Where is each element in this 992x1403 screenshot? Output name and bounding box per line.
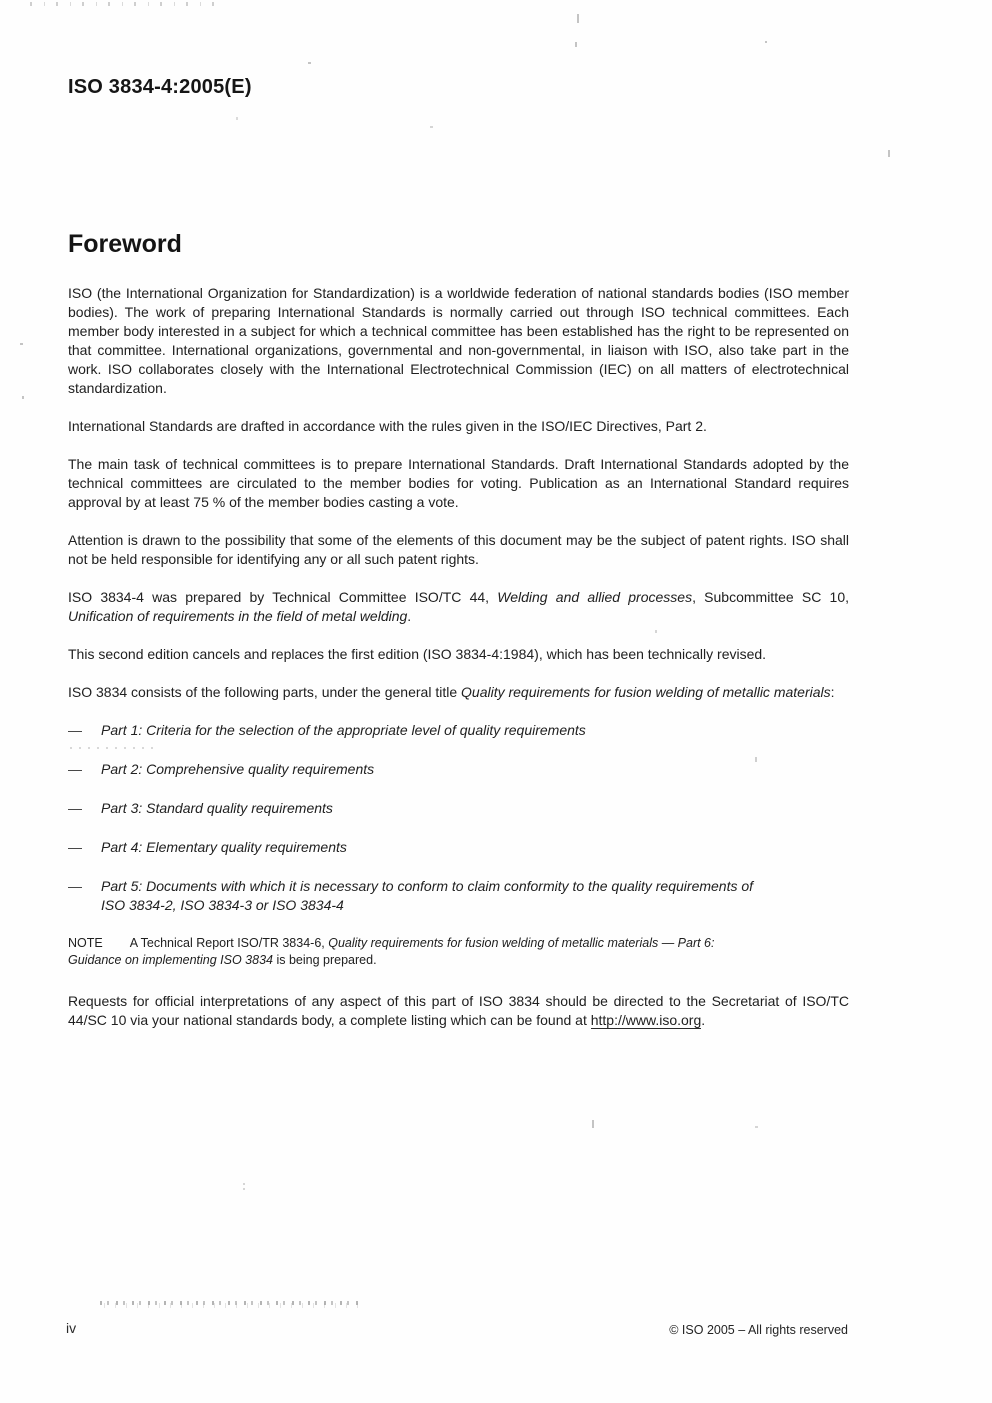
series-title: Quality requirements for fusion welding of metallic materials: [461, 684, 831, 700]
foreword-paragraph-6: This second edition cancels and replaces the first edition (ISO 3834-4:1984), which has been technically revised.: [68, 646, 767, 662]
paragraph-text: .: [407, 608, 412, 624]
scan-speck: [22, 396, 24, 399]
list-item-part-5: [68, 877, 849, 915]
subcommittee-name: Unification of requirements in the field of metal welding: [68, 608, 408, 624]
paragraph-text: :: [830, 684, 835, 700]
note-paragraph: [68, 935, 849, 969]
foreword-paragraph-5: [68, 588, 849, 626]
foreword-section: [68, 230, 849, 1030]
paragraph-text: ISO 3834-4 was prepared by Technical Committee ISO/TC 44,: [68, 589, 498, 605]
part-title: Part 1: Criteria for the selection of the appropriate level of quality requirements: [101, 722, 586, 738]
scan-speck: [577, 14, 579, 23]
iso-website-link[interactable]: http://www.iso.org: [590, 1012, 702, 1028]
part-title: Part 4: Elementary quality requirements: [101, 839, 347, 855]
scan-smudge-text: [100, 1300, 358, 1308]
foreword-paragraph-7: [68, 683, 849, 702]
scan-speck: [430, 126, 433, 128]
note-text: is being prepared.: [273, 953, 377, 967]
dash-marker: —: [68, 878, 82, 894]
paragraph-text: Requests for official interpretations of any aspect of this part of ISO 3834 should be directed to the Secretariat of ISO/TC 44/SC 10 via your national standards body, a complete listing which can be found at: [68, 993, 849, 1028]
scan-speck: [888, 150, 890, 157]
page-title: Foreword: [68, 230, 182, 258]
note-text: A Technical Report ISO/TR 3834-6,: [129, 936, 329, 950]
paragraph-text: ISO 3834 consists of the following parts, under the general title: [68, 684, 462, 700]
part-title: Part 2: Comprehensive quality requirements: [101, 761, 375, 777]
list-item-part-1: [68, 721, 849, 740]
paragraph-text: , Subcommittee SC 10,: [692, 589, 849, 605]
foreword-paragraph-1: ISO (the International Organization for Standardization) is a worldwide federation of national standards bodies (ISO member bodies). The work of preparing International Standards is normally carried out through ISO technical committees. Each member body interested in a subject for which a technical committee has been established has the right to be represented on that committee. International organizations, governmental and non-governmental, in liaison with ISO, also take part in the work. ISO collaborates closely with the International Electrotechnical Commission (IEC) on all matters of electrotechnical standardization.: [68, 285, 849, 396]
scan-noise-strip: [30, 2, 225, 6]
technical-report-title-continued: Guidance on implementing ISO 3834: [68, 953, 273, 967]
list-item-part-2: [68, 760, 849, 779]
technical-report-title: Quality requirements for fusion welding of metallic materials — Part 6:: [328, 936, 715, 950]
scan-speck: [308, 62, 311, 64]
part-title-continued: ISO 3834-2, ISO 3834-3 or ISO 3834-4: [101, 897, 344, 913]
list-item-part-3: [68, 799, 849, 818]
dash-marker: —: [68, 722, 82, 738]
note-label: NOTE: [68, 936, 103, 950]
list-item-part-4: [68, 838, 849, 857]
requests-paragraph: [68, 992, 849, 1030]
scan-speck: [243, 1183, 245, 1190]
part-title: Part 3: Standard quality requirements: [101, 800, 333, 816]
dash-marker: —: [68, 761, 82, 777]
foreword-paragraph-3: The main task of technical committees is to prepare International Standards. Draft International Standards adopted by the technical committees are circulated to the member bodies for voting. Publication as an International Standard requires approval by at least 75 % of the member bodies casting a vote.: [68, 456, 849, 510]
scan-speck: [236, 117, 238, 120]
scan-speck: [575, 42, 577, 47]
foreword-paragraph-2: International Standards are drafted in accordance with the rules given in the ISO/IEC Directives, Part 2.: [68, 418, 707, 434]
paragraph-text: .: [701, 1012, 706, 1028]
committee-name: Welding and allied processes: [497, 589, 693, 605]
dash-marker: —: [68, 800, 82, 816]
copyright-notice: © ISO 2005 – All rights reserved: [669, 1323, 848, 1337]
page-number: iv: [66, 1320, 77, 1336]
page-header-reference: ISO 3834-4:2005(E): [68, 76, 252, 98]
foreword-paragraph-4: Attention is drawn to the possibility that some of the elements of this document may be the subject of patent rights. ISO shall not be held responsible for identifying any or all such patent rights.: [68, 532, 849, 567]
parts-list: [68, 721, 849, 915]
scan-speck: [765, 41, 767, 43]
scan-speck: [755, 1126, 758, 1128]
scan-speck: [592, 1120, 594, 1128]
scan-speck: [20, 343, 23, 345]
dash-marker: —: [68, 839, 82, 855]
part-title: Part 5: Documents with which it is necessary to conform to claim conformity to the quality requirements of: [101, 878, 754, 894]
